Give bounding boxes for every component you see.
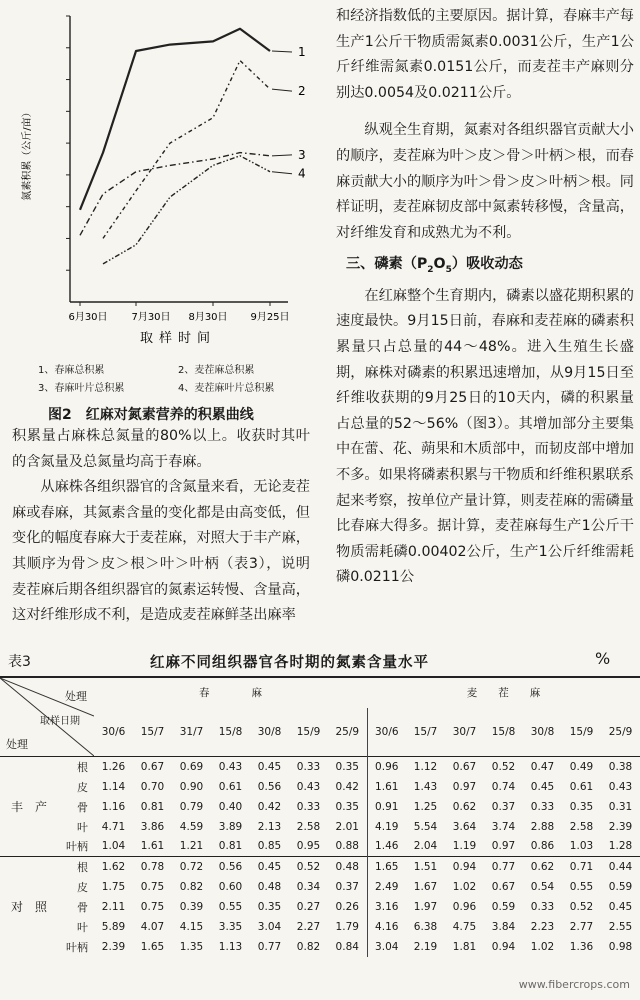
figure-caption-text: 红麻对氮素营养的积累曲线 (85, 407, 254, 423)
table-cell: 0.35 (257, 900, 282, 913)
table-cell: 4.75 (452, 920, 477, 933)
table-cell: 0.97 (491, 840, 516, 853)
series-line-2 (103, 61, 270, 239)
table-cell: 2.11 (101, 900, 126, 913)
table-cell: 1.36 (569, 940, 594, 953)
table-cell: 0.33 (296, 800, 321, 813)
table-cell: 3.04 (257, 920, 282, 933)
table-cell: 0.48 (257, 880, 282, 893)
table-row (0, 817, 640, 837)
table-cell: 0.72 (179, 860, 204, 873)
table-body (0, 757, 640, 957)
table-cell: 1.13 (218, 940, 243, 953)
x-tick-label: 7月30日 (131, 312, 171, 323)
date-header-spring: 15/8 (218, 725, 243, 738)
organ-label: 叶 (77, 920, 88, 934)
table-cell: 2.19 (413, 940, 438, 953)
table-cell: 0.55 (569, 880, 594, 893)
table-cell: 0.43 (608, 780, 633, 793)
table-cell: 3.86 (140, 820, 165, 833)
date-header-wheat: 15/8 (491, 725, 516, 738)
table-cell: 0.31 (608, 800, 633, 813)
table-cell: 2.39 (101, 940, 126, 953)
right-paragraph-continued: 和经济指数低的主要原因。据计算，春麻丰产每生产1公斤干物质需氮素0.0031公斤，生产1公斤纤维需氮素0.0151公斤，而麦茬丰产麻则分别达0.0054及0.0211公斤。 (336, 8, 634, 101)
table-title-row (0, 649, 640, 673)
x-tick-label: 9月25日 (250, 312, 290, 323)
series-label-1: 1 (298, 44, 306, 59)
table-cell: 1.51 (413, 860, 438, 873)
table-cell: 1.75 (101, 880, 126, 893)
table-cell: 1.28 (608, 840, 633, 853)
figure-caption-number: 图2 (48, 407, 72, 423)
date-header-spring: 30/8 (257, 725, 282, 738)
table-cell: 0.42 (257, 800, 282, 813)
table-cell: 6.38 (413, 920, 438, 933)
table-cell: 1.35 (179, 940, 204, 953)
table-cell: 0.79 (179, 800, 204, 813)
section-heading-phosphorus: 三、磷素$(P_2O_5)$吸收动态 (345, 256, 523, 276)
table-cell: 0.56 (257, 780, 282, 793)
table-cell: 0.43 (296, 780, 321, 793)
legend-item-4: 4、麦茬麻叶片总积累 (178, 383, 275, 394)
table-cell: 3.16 (367, 897, 406, 917)
table-cell: 0.77 (257, 940, 282, 953)
table-row (0, 937, 640, 957)
table-cell: 2.77 (569, 920, 594, 933)
table-cell: 0.35 (335, 760, 359, 773)
table-cell: 0.45 (530, 780, 555, 793)
series-label-4: 4 (298, 166, 306, 181)
table-cell: 0.70 (140, 780, 165, 793)
table-cell: 0.67 (491, 880, 516, 893)
table-cell: 0.94 (452, 860, 477, 873)
table-cell: 0.81 (140, 800, 165, 813)
table-cell: 0.35 (569, 800, 594, 813)
table-cell: 0.75 (140, 900, 165, 913)
table-cell: 3.04 (367, 937, 406, 957)
table-cell: 0.43 (218, 760, 243, 773)
table-cell: 0.48 (335, 860, 359, 873)
x-tick-label: 6月30日 (68, 312, 108, 323)
table-cell: 0.59 (491, 900, 516, 913)
table-cell: 0.54 (530, 880, 555, 893)
table-cell: 1.19 (452, 840, 477, 853)
table-row (0, 757, 640, 777)
table-cell: 0.81 (218, 840, 243, 853)
series-label-3: 3 (298, 147, 306, 162)
date-header-wheat: 30/7 (452, 725, 477, 738)
organ-label: 皮 (77, 780, 88, 794)
series-label-2: 2 (298, 84, 306, 99)
table-cell: 0.97 (452, 780, 477, 793)
table-cell: 0.67 (452, 760, 477, 773)
table-cell: 0.56 (218, 860, 243, 873)
organ-label: 叶 (77, 820, 88, 834)
table-cell: 0.27 (296, 900, 321, 913)
table-cell: 2.55 (608, 920, 633, 933)
legend-item-1: 1、春麻总积累 (38, 365, 105, 376)
table-cell: 0.37 (491, 800, 516, 813)
table-cell: 2.01 (335, 820, 359, 833)
figure-legend (38, 362, 318, 398)
table-title: 红麻不同组织器官各时期的氮素含量水平 (150, 655, 429, 671)
table-cell: 0.44 (608, 860, 633, 873)
table-cell: 0.39 (179, 900, 204, 913)
nitrogen-table (0, 676, 640, 957)
date-header-spring: 30/6 (101, 725, 126, 738)
series-leader-4 (272, 172, 292, 174)
table-cell: 0.33 (296, 760, 321, 773)
table-cell: 1.79 (335, 920, 359, 933)
date-header-spring: 15/7 (140, 725, 165, 738)
table-cell: 4.71 (101, 820, 126, 833)
table-cell: 1.16 (101, 800, 126, 813)
table-cell: 0.55 (218, 900, 243, 913)
date-header-wheat: 30/6 (367, 708, 406, 757)
table-row (0, 877, 640, 897)
table-cell: 0.84 (335, 940, 359, 953)
table-cell: 2.23 (530, 920, 555, 933)
organ-label: 骨 (77, 900, 88, 914)
corner-label-date: 取样日期 (40, 716, 80, 727)
table-cell: 0.52 (491, 760, 516, 773)
table-cell: 4.07 (140, 920, 165, 933)
table-cell: 2.04 (413, 840, 438, 853)
table-cell: 0.59 (608, 880, 633, 893)
table-cell: 0.94 (491, 940, 516, 953)
date-header-spring: 25/9 (335, 725, 360, 738)
table-cell: 0.62 (530, 860, 555, 873)
organ-label: 根 (77, 760, 88, 774)
table-cell: 1.02 (530, 940, 555, 953)
table-cell: 4.19 (367, 817, 406, 837)
date-header-row (0, 708, 640, 757)
date-header-wheat: 15/7 (413, 725, 438, 738)
table-cell: 0.61 (569, 780, 594, 793)
left-paragraph-organs: 从麻株各组织器官的含氮量来看，无论麦茬麻或春麻，其氮素含量的变化都是由高变低，但变化的幅度春麻大于麦茬麻，对照大于丰产麻，其顺序为骨＞皮＞根＞叶＞叶柄（表3），说明麦茬麻后期各组织器官的氮素运转慢、含量高，这对纤维形成不利，是造成麦茬麻鲜茎出麻率 (12, 479, 310, 624)
table-cell: 2.88 (530, 820, 555, 833)
date-header-wheat: 15/9 (569, 725, 594, 738)
table-row (0, 777, 640, 797)
table-cell: 3.74 (491, 820, 516, 833)
table-cell: 0.33 (530, 900, 555, 913)
table-cell: 1.62 (101, 860, 126, 873)
table-cell: 1.25 (413, 800, 438, 813)
group-label: 丰 产 (10, 799, 47, 814)
table-cell: 0.96 (452, 900, 477, 913)
table-cell: 3.84 (491, 920, 516, 933)
table-cell: 1.46 (367, 837, 406, 857)
table-cell: 0.45 (608, 900, 633, 913)
table-cell: 0.88 (335, 840, 359, 853)
nitrogen-accumulation-chart (8, 4, 313, 364)
table-cell: 2.39 (608, 820, 633, 833)
legend-item-3: 3、春麻叶片总积累 (38, 383, 125, 394)
table-cell: 0.47 (530, 760, 555, 773)
table-cell: 0.26 (335, 900, 359, 913)
table-cell: 1.67 (413, 880, 438, 893)
table-cell: 0.67 (140, 760, 165, 773)
organ-label: 根 (77, 860, 88, 874)
table-cell: 0.96 (367, 757, 406, 777)
table-cell: 0.77 (491, 860, 516, 873)
table-cell: 1.61 (367, 777, 406, 797)
table-cell: 0.62 (452, 800, 477, 813)
table-cell: 1.65 (140, 940, 165, 953)
table-row (0, 857, 640, 877)
table-row (0, 917, 640, 937)
table-cell: 1.65 (367, 857, 406, 877)
table-cell: 0.35 (335, 800, 359, 813)
table-cell: 1.61 (140, 840, 165, 853)
series-leader-1 (272, 51, 292, 52)
table-cell: 2.58 (569, 820, 594, 833)
table-cell: 2.27 (296, 920, 321, 933)
organ-label: 叶柄 (66, 840, 88, 854)
table-cell: 0.52 (296, 860, 321, 873)
header-spring-hemp: 春 麻 (199, 687, 262, 700)
table-cell: 1.02 (452, 880, 477, 893)
table-cell: 0.86 (530, 840, 555, 853)
table-cell: 0.91 (367, 797, 406, 817)
table-cell: 0.69 (179, 760, 204, 773)
organ-label: 叶柄 (66, 940, 88, 954)
table-cell: 0.85 (257, 840, 282, 853)
date-header-wheat: 30/8 (530, 725, 555, 738)
table-cell: 1.97 (413, 900, 438, 913)
table-cell: 0.42 (335, 780, 359, 793)
y-axis-title: 氮素积累（公斤/亩） (22, 107, 33, 201)
table-cell: 0.90 (179, 780, 204, 793)
table-cell: 0.45 (257, 860, 282, 873)
table-row (0, 897, 640, 917)
table-label: 表3 (8, 654, 31, 670)
table-cell: 0.74 (491, 780, 516, 793)
table-cell: 0.37 (335, 880, 359, 893)
right-paragraph-contribution: 纵观全生育期，氮素对各组织器官贡献大小的顺序，麦茬麻为叶＞皮＞骨＞叶柄＞根，而春麻贡献大小的顺序为叶＞骨＞皮＞叶柄＞根。同样证明，麦茬麻韧皮部中氮素转移慢，含量高，对纤维发育和成熟尤为不利。 (336, 122, 634, 241)
legend-item-2: 2、麦茬麻总积累 (178, 365, 255, 376)
table-cell: 4.59 (179, 820, 204, 833)
watermark: www.fibercrops.com (518, 978, 630, 991)
group-label: 对 照 (10, 899, 47, 914)
table-cell: 1.43 (413, 780, 438, 793)
organ-label: 骨 (77, 800, 88, 814)
corner-label-bottom: 处理 (6, 738, 28, 751)
series-line-4 (103, 156, 270, 264)
series-line-1 (80, 29, 270, 210)
corner-label-top: 处理 (65, 690, 87, 703)
table-cell: 2.58 (296, 820, 321, 833)
table-cell: 5.89 (101, 920, 126, 933)
table-cell: 0.45 (257, 760, 282, 773)
table-cell: 2.13 (257, 820, 282, 833)
left-column-text (12, 424, 310, 629)
table-cell: 0.61 (218, 780, 243, 793)
table-cell: 4.15 (179, 920, 204, 933)
left-paragraph-continued: 积累量占麻株总氮量的80%以上。收获时其叶的含氮量及总氮量均高于春麻。 (12, 428, 310, 470)
table-cell: 5.54 (413, 820, 438, 833)
date-header-spring: 15/9 (296, 725, 321, 738)
table-row (0, 797, 640, 817)
table-cell: 1.21 (179, 840, 204, 853)
table-cell: 0.78 (140, 860, 165, 873)
table-cell: 1.12 (413, 760, 438, 773)
table-cell: 0.38 (608, 760, 633, 773)
date-header-wheat: 25/9 (608, 725, 633, 738)
table-cell: 1.81 (452, 940, 477, 953)
table-cell: 1.14 (101, 780, 126, 793)
right-column-text (336, 4, 634, 591)
table-cell: 0.75 (140, 880, 165, 893)
table-cell: 0.40 (218, 800, 243, 813)
table-cell: 0.82 (179, 880, 204, 893)
table-row (0, 837, 640, 857)
table-cell: 3.64 (452, 820, 477, 833)
x-tick-label: 8月30日 (188, 312, 228, 323)
table-cell: 4.16 (367, 917, 406, 937)
figure-2 (8, 4, 313, 423)
table-cell: 0.34 (296, 880, 321, 893)
table-cell: 2.49 (367, 877, 406, 897)
table-unit: % (595, 649, 611, 668)
figure-caption (48, 404, 254, 424)
table-cell: 0.33 (530, 800, 555, 813)
table-cell: 0.52 (569, 900, 594, 913)
header-wheat-stubble-hemp: 麦 茬 麻 (466, 687, 541, 700)
right-paragraph-phosphorus: 在红麻整个生育期内，磷素以盛花期积累的速度最快。9月15日前，春麻和麦茬麻的磷素积累量只占总量的44～48%。进入生殖生长盛期，麻株对磷素的积累迅速增加，从9月15日至纤维收获期的9月25日的10天内，磷的积累量占总量的52～56%（图3）。其增加部分主要集中在蕾、花、蒴果和木质部中，而韧皮部中增加不多。如果将磷素积累与干物质和纤维积累联系起来考察，按单位产量计算，则麦茬麻的需磷量比春麻大得多。据计算，麦茬麻每生产1公斤干物质需耗磷0.00402公斤，生产1公斤纤维需耗磷0.0211公 (336, 287, 634, 586)
table-cell: 1.03 (569, 840, 594, 853)
date-header-spring: 31/7 (179, 725, 204, 738)
table-cell: 0.98 (608, 940, 633, 953)
table-cell: 3.89 (218, 820, 243, 833)
table-cell: 3.35 (218, 920, 243, 933)
series-leader-3 (272, 155, 292, 156)
table-corner-header (0, 677, 94, 757)
table-cell: 0.49 (569, 760, 594, 773)
table-cell: 0.82 (296, 940, 321, 953)
table-cell: 0.95 (296, 840, 321, 853)
table-cell: 0.60 (218, 880, 243, 893)
organ-label: 皮 (77, 880, 88, 894)
table-cell: 1.26 (101, 760, 126, 773)
x-axis-title: 取样时间 (139, 331, 217, 346)
series-leader-2 (272, 89, 292, 91)
table-cell: 0.71 (569, 860, 594, 873)
table-cell: 1.04 (101, 840, 126, 853)
